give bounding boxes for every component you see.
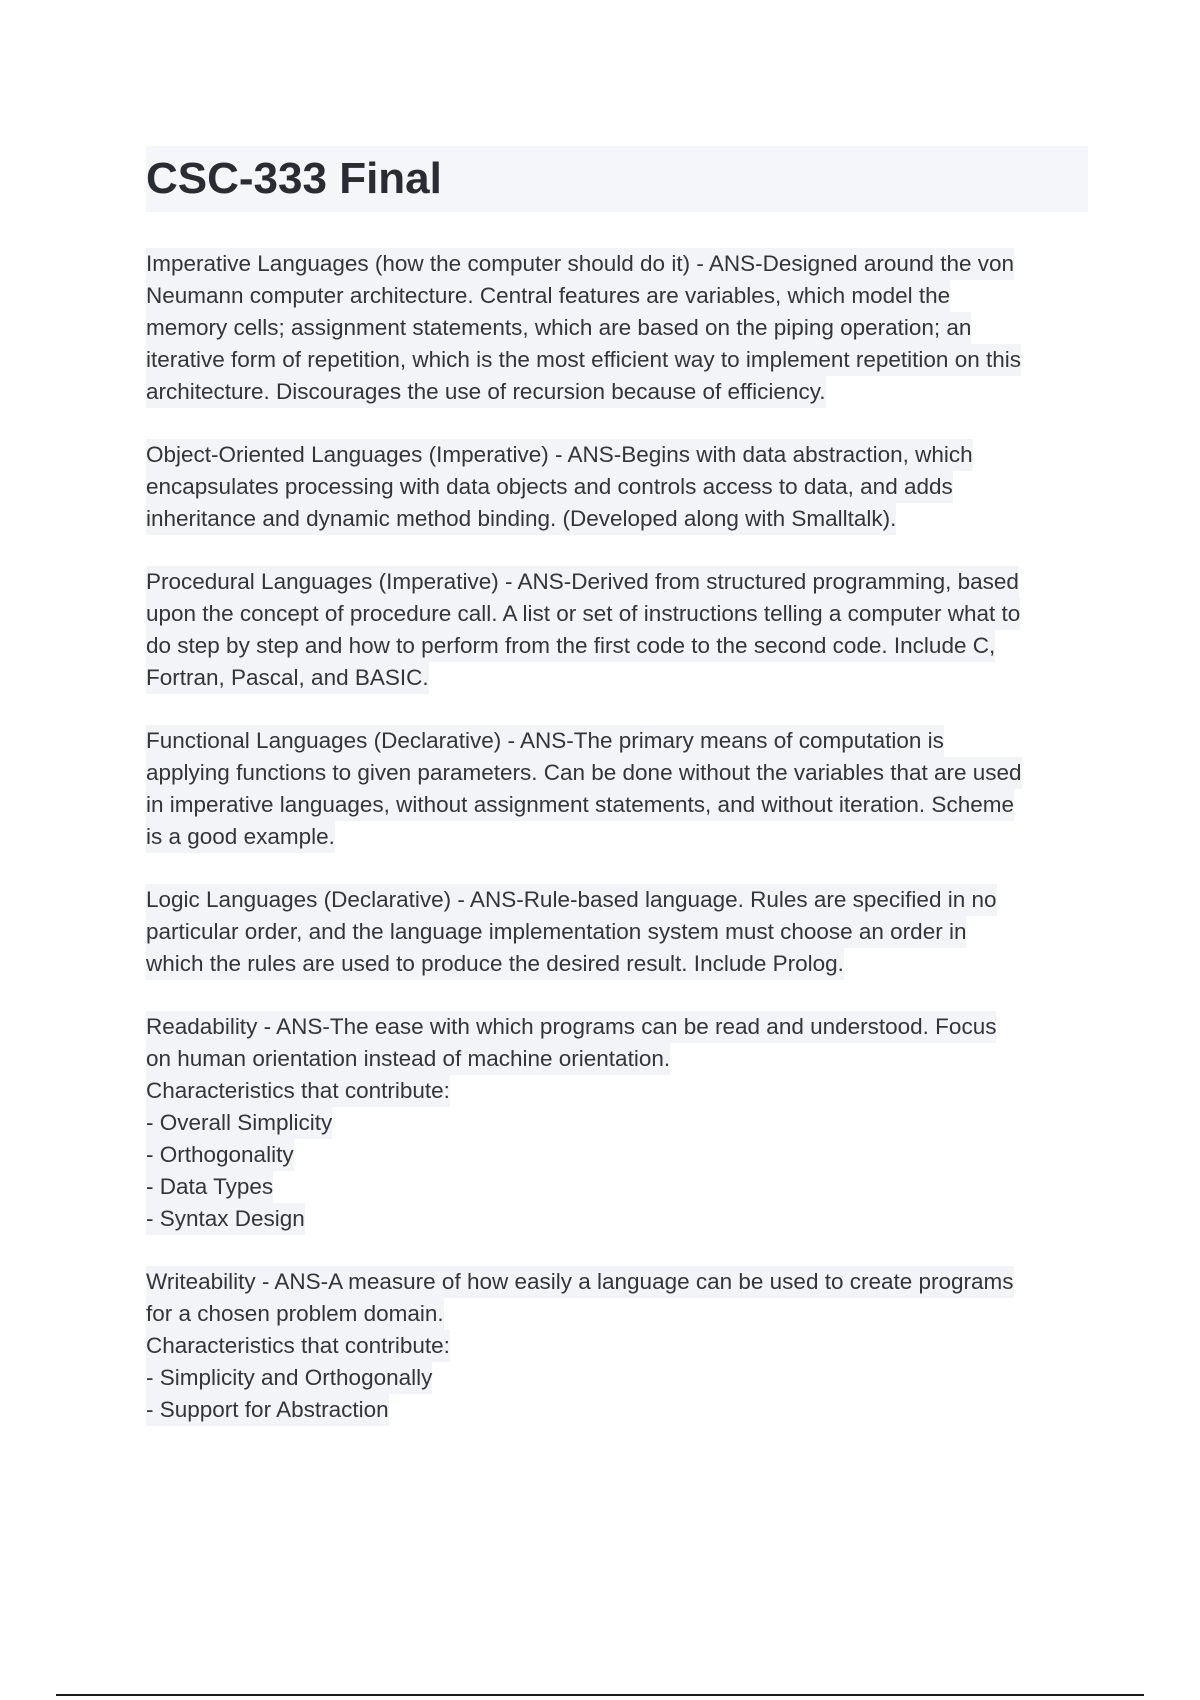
entry-line: - Overall Simplicity bbox=[146, 1107, 332, 1139]
entry-line: is a good example. bbox=[146, 821, 335, 853]
document-page bbox=[146, 146, 1088, 1457]
entry-line: Neumann computer architecture. Central features are variables, which model the bbox=[146, 280, 950, 312]
entry-functional-languages bbox=[146, 725, 1088, 853]
entry-line: do step by step and how to perform from the first code to the second code. Include C, bbox=[146, 630, 995, 662]
entry-line: architecture. Discourages the use of recursion because of efficiency. bbox=[146, 376, 826, 408]
entry-logic-languages bbox=[146, 884, 1088, 980]
entry-line: - Simplicity and Orthogonally bbox=[146, 1362, 432, 1394]
entry-line: Functional Languages (Declarative) - ANS-The primary means of computation is bbox=[146, 725, 944, 757]
entry-line: encapsulates processing with data objects and controls access to data, and adds bbox=[146, 471, 953, 503]
entry-line: Fortran, Pascal, and BASIC. bbox=[146, 662, 429, 694]
entry-object-oriented-languages bbox=[146, 439, 1088, 535]
entry-writeability bbox=[146, 1266, 1088, 1426]
entry-line: which the rules are used to produce the desired result. Include Prolog. bbox=[146, 948, 844, 980]
entry-line: - Support for Abstraction bbox=[146, 1394, 389, 1426]
entry-line: - Orthogonality bbox=[146, 1139, 294, 1171]
entry-line: - Data Types bbox=[146, 1171, 273, 1203]
entry-line: Characteristics that contribute: bbox=[146, 1330, 450, 1362]
entry-line: Readability - ANS-The ease with which programs can be read and understood. Focus bbox=[146, 1011, 996, 1043]
entry-line: inheritance and dynamic method binding. (Developed along with Smalltalk). bbox=[146, 503, 896, 535]
entry-line: particular order, and the language implementation system must choose an order in bbox=[146, 916, 966, 948]
entry-line: on human orientation instead of machine orientation. bbox=[146, 1043, 670, 1075]
entry-line: for a chosen problem domain. bbox=[146, 1298, 444, 1330]
page-bottom-rule bbox=[56, 1694, 1144, 1696]
entry-line: in imperative languages, without assignment statements, and without iteration. Scheme bbox=[146, 789, 1014, 821]
entry-line: applying functions to given parameters. Can be done without the variables that are used bbox=[146, 757, 1022, 789]
entries-list bbox=[146, 248, 1088, 1426]
entry-line: iterative form of repetition, which is the most efficient way to implement repetition on this bbox=[146, 344, 1021, 376]
entry-readability bbox=[146, 1011, 1088, 1235]
entry-imperative-languages bbox=[146, 248, 1088, 408]
entry-line: - Syntax Design bbox=[146, 1203, 305, 1235]
entry-line: Writeability - ANS-A measure of how easily a language can be used to create programs bbox=[146, 1266, 1014, 1298]
entry-line: upon the concept of procedure call. A list or set of instructions telling a computer what to bbox=[146, 598, 1020, 630]
entry-line: Characteristics that contribute: bbox=[146, 1075, 450, 1107]
entry-line: Imperative Languages (how the computer should do it) - ANS-Designed around the von bbox=[146, 248, 1014, 280]
entry-line: memory cells; assignment statements, which are based on the piping operation; an bbox=[146, 312, 971, 344]
entry-line: Logic Languages (Declarative) - ANS-Rule-based language. Rules are specified in no bbox=[146, 884, 997, 916]
entry-procedural-languages bbox=[146, 566, 1088, 694]
page-title: CSC-333 Final bbox=[146, 154, 442, 203]
entry-line: Procedural Languages (Imperative) - ANS-Derived from structured programming, based bbox=[146, 566, 1019, 598]
entry-line: Object-Oriented Languages (Imperative) - ANS-Begins with data abstraction, which bbox=[146, 439, 973, 471]
title-bar bbox=[146, 146, 1088, 212]
